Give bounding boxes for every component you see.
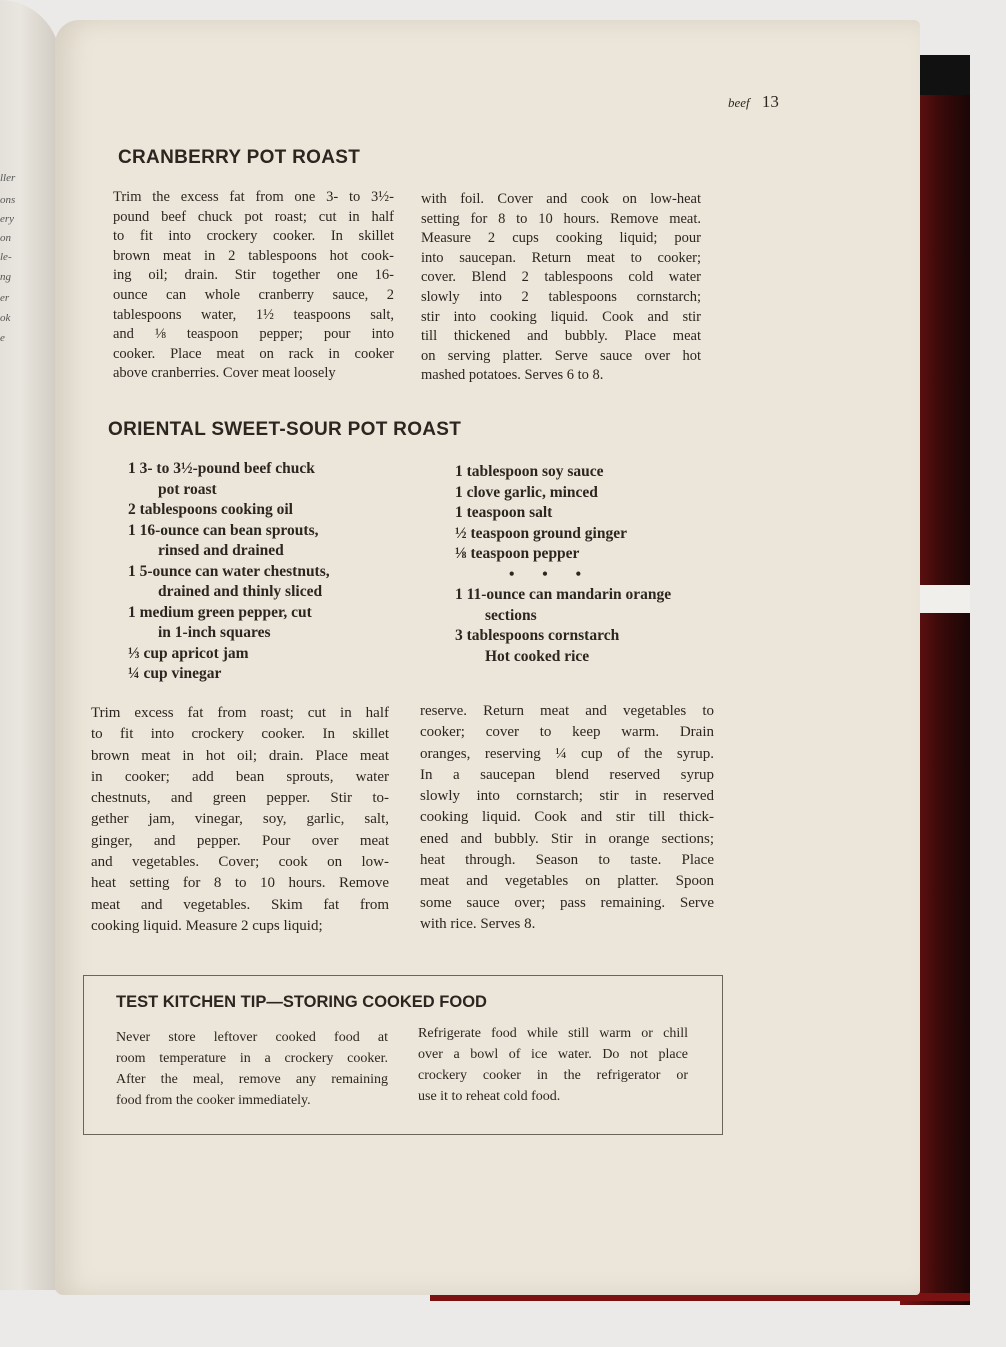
text-line: in cooker; add bean sprouts, water bbox=[91, 768, 389, 785]
text-line: meat and vegetables on platter. Spoon bbox=[420, 873, 714, 890]
text-line: cooker. Place meat on rack in cooker bbox=[113, 345, 394, 362]
text-line: Refrigerate food while still warm or chill bbox=[418, 1026, 688, 1041]
recipe-method-column-1 bbox=[91, 703, 389, 937]
text-line: use it to reheat cold food. bbox=[418, 1089, 561, 1104]
text-line: with foil. Cover and cook on low-heat bbox=[421, 191, 701, 207]
text-line: cover. Blend 2 tablespoons cold water bbox=[421, 269, 701, 286]
text-line: brown meat in 2 tablespoons hot cook- bbox=[113, 247, 394, 264]
left-page-fragment: ng bbox=[0, 271, 11, 283]
text-line: Measure 2 cups cooking liquid; pour bbox=[421, 230, 701, 247]
text-line: with rice. Serves 8. bbox=[420, 915, 536, 932]
ingredient-item: 3 tablespoons cornstarch bbox=[455, 627, 620, 644]
ingredient-item: pot roast bbox=[158, 480, 217, 498]
ingredient-list-right bbox=[455, 462, 671, 667]
page-number: 13 bbox=[761, 92, 779, 111]
text-line: till thickened and bubbly. Place meat bbox=[421, 328, 701, 345]
ingredient-item: drained and thinly sliced bbox=[158, 583, 323, 600]
text-line: into saucepan. Return meat to cooker; bbox=[421, 249, 701, 266]
left-page-fragment: er bbox=[0, 292, 10, 304]
text-line: pound beef chuck pot roast; cut in half bbox=[113, 208, 394, 225]
ingredient-item: 1 16-ounce can bean sprouts, bbox=[128, 521, 319, 539]
ingredient-item: Hot cooked rice bbox=[485, 647, 590, 665]
ingredient-item: ⅓ cup apricot jam bbox=[128, 644, 249, 662]
text-line: cooking liquid. Measure 2 cups liquid; bbox=[91, 917, 323, 934]
text-line: chestnuts, and green pepper. Stir to- bbox=[91, 790, 389, 807]
text-line: to fit into crockery cooker. In skillet bbox=[91, 726, 389, 743]
left-page-fragment: ller bbox=[0, 172, 16, 184]
ingredient-item: in 1-inch squares bbox=[158, 624, 271, 641]
text-line: Trim excess fat from roast; cut in half bbox=[91, 705, 389, 721]
recipe-method-column-1 bbox=[113, 188, 394, 384]
tip-title: TEST KITCHEN TIP—STORING COOKED FOOD bbox=[116, 993, 487, 1011]
left-page-fragment: ery bbox=[0, 213, 15, 225]
text-line: ened and bubbly. Stir in orange sections; bbox=[420, 830, 714, 847]
running-header bbox=[728, 92, 779, 112]
ingredient-item: sections bbox=[485, 606, 537, 624]
text-line: ginger, and pepper. Pour over meat bbox=[91, 832, 389, 849]
ingredient-item: 1 teaspoon salt bbox=[455, 504, 553, 521]
ingredient-item: ⅛ teaspoon pepper bbox=[455, 545, 580, 562]
text-line: cooker; cover to keep warm. Drain bbox=[420, 724, 714, 741]
left-page-fragment: ons bbox=[0, 194, 16, 206]
text-line: on serving platter. Serve sauce over hot bbox=[421, 347, 701, 364]
ingredient-item: ½ teaspoon ground ginger bbox=[455, 524, 627, 542]
text-line: reserve. Return meat and vegetables to bbox=[420, 703, 714, 719]
text-line: brown meat in hot oil; drain. Place meat bbox=[91, 747, 389, 764]
text-line: over a bowl of ice water. Do not place bbox=[418, 1047, 688, 1062]
text-line: crockery cooker in the refrigerator or bbox=[418, 1068, 688, 1083]
text-line: tablespoons water, 1½ teaspoons salt, bbox=[113, 306, 394, 323]
ingredient-item: ¼ cup vinegar bbox=[128, 665, 222, 682]
text-line: After the meal, remove any remaining bbox=[116, 1072, 388, 1087]
text-line: to fit into crockery cooker. In skillet bbox=[113, 228, 394, 245]
ingredient-item: 1 3- to 3½-pound beef chuck bbox=[128, 460, 315, 477]
text-line: slowly into cornstarch; stir in reserved bbox=[420, 788, 714, 805]
text-line: slowly into 2 tablespoons cornstarch; bbox=[421, 288, 701, 305]
text-line: above cranberries. Cover meat loosely bbox=[113, 365, 336, 382]
ingredient-item: 1 11-ounce can mandarin orange bbox=[455, 586, 672, 603]
ingredient-item: 1 medium green pepper, cut bbox=[128, 603, 312, 621]
recipe-title: ORIENTAL SWEET-SOUR POT ROAST bbox=[108, 419, 462, 440]
text-line: food from the cooker immediately. bbox=[116, 1093, 311, 1108]
left-page-edge bbox=[0, 0, 60, 1290]
ingredient-list-left bbox=[128, 459, 330, 685]
separator-dots: • • • bbox=[509, 565, 594, 583]
text-line: In a saucepan blend reserved syrup bbox=[420, 766, 714, 783]
tip-column-1 bbox=[116, 1027, 388, 1111]
ingredient-item: 2 tablespoons cooking oil bbox=[128, 501, 293, 518]
recipe-method-column-2 bbox=[420, 701, 714, 935]
left-page-fragment: e bbox=[0, 332, 5, 344]
tip-column-2 bbox=[418, 1023, 688, 1107]
text-line: stir into cooking liquid. Cook and stir bbox=[421, 308, 701, 325]
recipe-method-column-2 bbox=[421, 190, 701, 386]
left-page-fragment: on bbox=[0, 232, 11, 244]
recipe-title: CRANBERRY POT ROAST bbox=[118, 147, 361, 168]
ingredient-item: 1 tablespoon soy sauce bbox=[455, 463, 604, 480]
ingredient-item: 1 clove garlic, minced bbox=[455, 483, 598, 501]
text-line: and ⅛ teaspoon pepper; pour into bbox=[113, 326, 394, 343]
ingredient-item: rinsed and drained bbox=[158, 542, 284, 559]
left-page-fragment: le- bbox=[0, 251, 12, 263]
text-line: heat through. Season to taste. Place bbox=[420, 852, 714, 869]
text-line: Never store leftover cooked food at bbox=[116, 1030, 388, 1045]
section-category: beef bbox=[728, 95, 750, 110]
text-line: and vegetables. Cover; cook on low- bbox=[91, 854, 389, 871]
ingredient-item: 1 5-ounce can water chestnuts, bbox=[128, 562, 330, 580]
text-line: gether jam, vinegar, soy, garlic, salt, bbox=[91, 811, 389, 828]
text-line: setting for 8 to 10 hours. Remove meat. bbox=[421, 210, 701, 227]
text-line: Trim the excess fat from one 3- to 3½- bbox=[113, 189, 394, 205]
text-line: room temperature in a crockery cooker. bbox=[116, 1051, 388, 1066]
text-line: mashed potatoes. Serves 6 to 8. bbox=[421, 367, 604, 384]
text-line: heat setting for 8 to 10 hours. Remove bbox=[91, 875, 389, 892]
text-line: ing oil; drain. Stir together one 16- bbox=[113, 267, 394, 284]
text-line: cooking liquid. Cook and stir till thick- bbox=[420, 809, 714, 826]
left-page-fragment: ok bbox=[0, 312, 11, 324]
text-line: ounce can whole cranberry sauce, 2 bbox=[113, 286, 394, 303]
text-line: oranges, reserving ¼ cup of the syrup. bbox=[420, 745, 714, 762]
text-line: some sauce over; pass remaining. Serve bbox=[420, 894, 714, 911]
text-line: meat and vegetables. Skim fat from bbox=[91, 896, 389, 913]
